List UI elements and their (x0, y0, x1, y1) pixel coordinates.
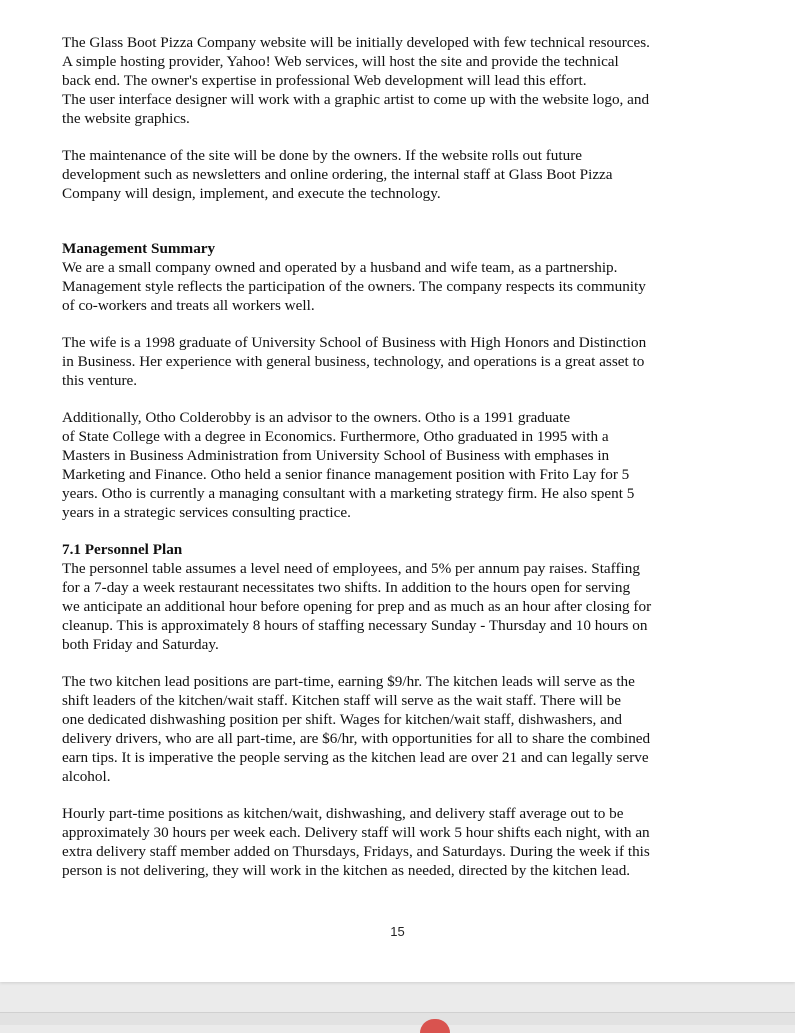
paragraph-website-development (62, 33, 702, 128)
paragraph-company-ownership (62, 258, 702, 315)
text-line: Additionally, Otho Colderobby is an advisor to the owners. Otho is a 1991 graduate (62, 409, 571, 426)
text-line: The Glass Boot Pizza Company website will be initially developed with few technical resources. (62, 34, 650, 51)
paragraph-wife-background (62, 333, 702, 390)
text-line: The user interface designer will work with a graphic artist to come up with the website logo, and (62, 91, 650, 108)
text-line: back end. The owner's expertise in professional Web development will lead this effort. (62, 72, 587, 89)
text-line: development such as newsletters and online ordering, the internal staff at Glass Boot Pizza (62, 166, 613, 183)
text-line: we anticipate an additional hour before opening for prep and as much as an hour after closing for (62, 598, 652, 615)
paragraph-site-maintenance (62, 146, 702, 203)
text-line: earn tips. It is imperative the people serving as the kitchen lead are over 21 and can legally serve (62, 749, 649, 766)
paragraph-staffing-needs (62, 559, 702, 654)
section-spacer (62, 221, 702, 239)
text-line: one dedicated dishwashing position per shift. Wages for kitchen/wait staff, dishwashers, and (62, 711, 623, 728)
text-line: the website graphics. (62, 110, 190, 127)
text-line: delivery drivers, who are all part-time, are $6/hr, with opportunities for all to share the combined (62, 730, 651, 747)
text-line: this venture. (62, 372, 138, 389)
text-line: years. Otho is currently a managing consultant with a marketing strategy firm. He also spent 5 (62, 485, 635, 502)
text-line: person is not delivering, they will work in the kitchen as needed, directed by the kitchen lead. (62, 862, 631, 879)
text-line: The personnel table assumes a level need of employees, and 5% per annum pay raises. Staffing (62, 560, 640, 577)
paragraph-advisor-background (62, 408, 702, 522)
personnel-plan-heading: 7.1 Personnel Plan (62, 541, 183, 558)
text-line: alcohol. (62, 768, 111, 785)
personnel-plan-section (62, 540, 702, 880)
text-line: The two kitchen lead positions are part-time, earning $9/hr. The kitchen leads will serve as the (62, 673, 635, 690)
text-line: both Friday and Saturday. (62, 636, 219, 653)
paragraph-hourly-positions (62, 804, 702, 880)
text-line: of State College with a degree in Economics. Furthermore, Otho graduated in 1995 with a (62, 428, 609, 445)
text-line: years in a strategic services consulting practice. (62, 504, 351, 521)
paragraph-kitchen-positions (62, 672, 702, 786)
text-line: The wife is a 1998 graduate of University School of Business with High Honors and Distinction (62, 334, 647, 351)
page-content (62, 33, 702, 898)
text-line: A simple hosting provider, Yahoo! Web services, will host the site and provide the technical (62, 53, 619, 70)
viewer-bottom-bar (0, 1012, 795, 1025)
text-line: extra delivery staff member added on Thursdays, Fridays, and Saturdays. During the week if this (62, 843, 650, 860)
text-line: shift leaders of the kitchen/wait staff. Kitchen staff will serve as the wait staff. There will be (62, 692, 621, 709)
text-line: of co-workers and treats all workers well. (62, 297, 315, 314)
text-line: Marketing and Finance. Otho held a senior finance management position with Frito Lay for 5 (62, 466, 630, 483)
text-line: Masters in Business Administration from University School of Business with emphases in (62, 447, 610, 464)
text-line: for a 7-day a week restaurant necessitates two shifts. In addition to the hours open for serving (62, 579, 631, 596)
text-line: approximately 30 hours per week each. Delivery staff will work 5 hour shifts each night, with an (62, 824, 650, 841)
management-summary-heading: Management Summary (62, 240, 216, 257)
management-summary-section (62, 239, 702, 522)
text-line: Hourly part-time positions as kitchen/wait, dishwashing, and delivery staff average out to be (62, 805, 624, 822)
text-line: cleanup. This is approximately 8 hours of staffing necessary Sunday - Thursday and 10 hours on (62, 617, 648, 634)
page-number: 15 (390, 924, 405, 939)
text-line: in Business. Her experience with general business, technology, and operations is a great asset to (62, 353, 645, 370)
text-line: Company will design, implement, and execute the technology. (62, 185, 441, 202)
text-line: We are a small company owned and operated by a husband and wife team, as a partnership. (62, 259, 618, 276)
text-line: Management style reflects the participation of the owners. The company respects its community (62, 278, 646, 295)
text-line: The maintenance of the site will be done by the owners. If the website rolls out future (62, 147, 583, 164)
